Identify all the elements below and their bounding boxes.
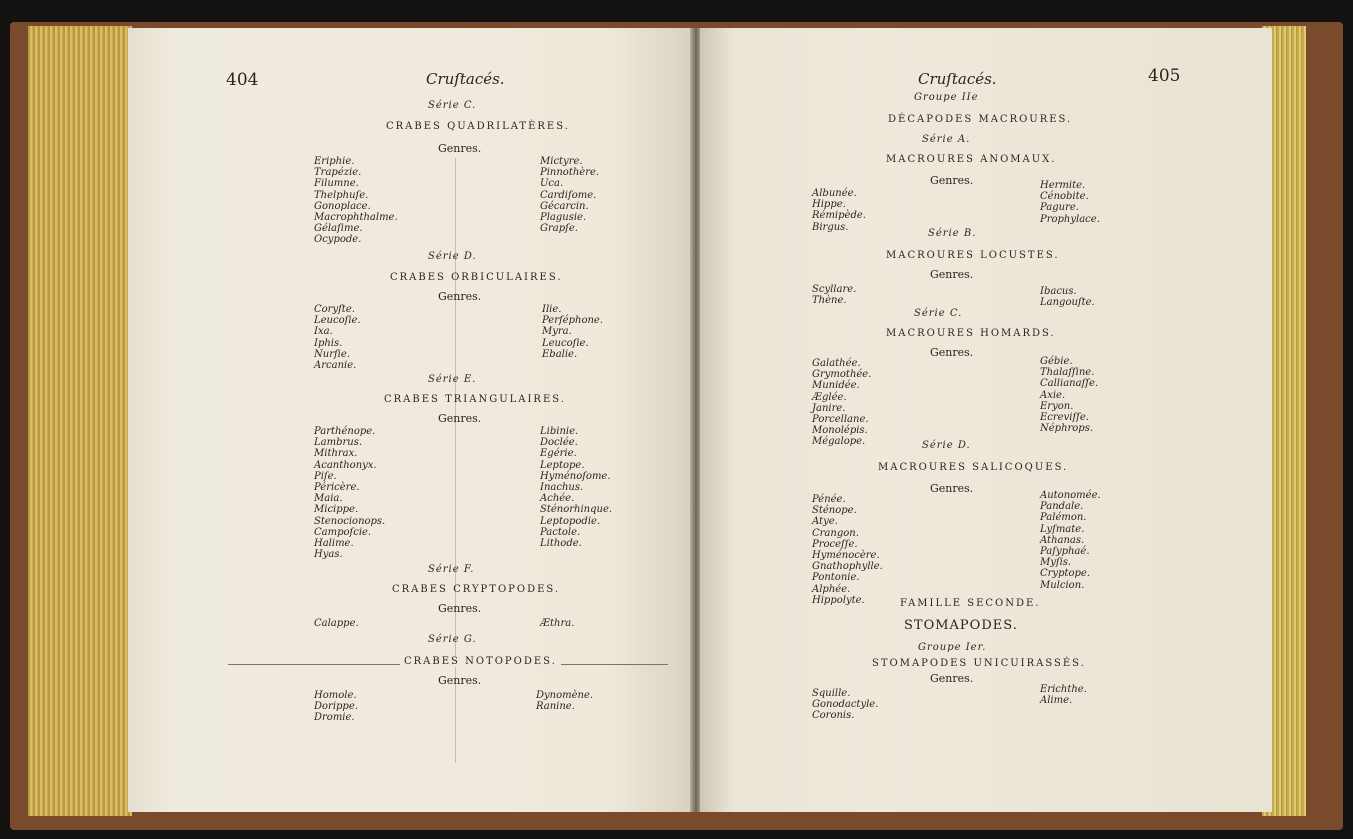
genres-label: Genres. (930, 672, 974, 685)
genus-list-right (542, 304, 603, 360)
groupe-title: DÉCAPODES MACROURES. (888, 114, 1073, 125)
genus-name: Leptopodie. (540, 515, 601, 527)
genus-name: Campoſcie. (314, 526, 372, 538)
genus-name: Parthénope. (314, 426, 376, 437)
genus-name: Squille. (812, 688, 851, 699)
genres-label: Genres. (438, 412, 482, 425)
genres-label: Genres. (438, 142, 482, 155)
genus-name: Pinnothère. (540, 167, 600, 179)
genus-name: Libinie. (540, 426, 579, 437)
group-title: MACROURES HOMARDS. (886, 328, 1056, 339)
genus-name: Egérie. (540, 448, 577, 460)
genus-name: Erichthe. (1040, 684, 1087, 695)
genus-list-right (540, 156, 599, 234)
genus-name: Alphée. (812, 583, 851, 595)
group-title: MACROURES LOCUSTES. (886, 250, 1060, 261)
genus-list-left (314, 618, 359, 629)
genus-name: Pénée. (812, 494, 846, 505)
genus-list-left (314, 426, 385, 560)
genus-list-left (314, 690, 358, 724)
order-title: STOMAPODES. (904, 618, 1018, 633)
genus-name: Ibacus. (1040, 286, 1077, 297)
genus-name: Nurſie. (314, 348, 350, 360)
genus-name: Néphrops. (1040, 423, 1094, 435)
genus-name: Coryſte. (314, 304, 355, 315)
genus-name: Ranine. (536, 701, 575, 713)
group-title: MACROURES SALICOQUES. (878, 462, 1069, 473)
serie-heading: Série A. (922, 134, 971, 145)
genus-name: Gélaſime. (314, 223, 363, 235)
genus-name: Dorippe. (314, 701, 358, 713)
genus-name: Ecreviſſe. (1040, 412, 1089, 424)
genres-label: Genres. (930, 174, 974, 187)
serie-heading: Série E. (428, 374, 477, 385)
genus-list-left (314, 304, 361, 371)
genus-name: Scyllare. (812, 284, 857, 295)
genus-name: Leucoſie. (314, 315, 361, 327)
running-head: Cruſtacés. (918, 70, 997, 88)
genus-name: Micippe. (314, 504, 359, 516)
genus-name: Coronis. (812, 710, 855, 722)
genres-label: Genres. (930, 268, 974, 281)
genus-name: Thène. (812, 295, 847, 307)
genres-label: Genres. (930, 482, 974, 495)
genus-name: Myſis. (1040, 557, 1072, 569)
genus-list-right (1040, 286, 1095, 308)
groupe-heading: Groupe IIe (914, 92, 979, 103)
genus-name: Pagure. (1040, 202, 1079, 214)
genus-name: Thelphuſe. (314, 189, 369, 201)
genus-name: Maia. (314, 493, 343, 505)
genus-list-right (1040, 180, 1100, 225)
genus-name: Atye. (812, 516, 838, 528)
genus-name: Eriphie. (314, 156, 355, 167)
serie-heading: Série C. (428, 100, 477, 111)
genus-name: Thalaſſine. (1040, 367, 1095, 379)
genres-label: Genres. (438, 290, 482, 303)
genus-name: Cryptope. (1040, 568, 1091, 580)
genus-name: Grapſe. (540, 223, 578, 235)
genus-name: Lithode. (540, 538, 582, 550)
genus-name: Dynomène. (536, 690, 594, 701)
genus-name: Hyménocère. (812, 550, 880, 562)
genus-name: Rémipède. (812, 210, 866, 222)
genus-name: Leptope. (540, 459, 585, 471)
genus-name: Grymothée. (812, 369, 872, 381)
genus-name: Æthra. (540, 618, 575, 629)
genus-list-left (314, 156, 398, 246)
groupe-title: STOMAPODES UNICUIRASSÉS. (872, 658, 1086, 669)
genus-name: Halime. (314, 538, 354, 550)
genus-name: Gécarcin. (540, 200, 589, 212)
genus-name: Pontonie. (812, 572, 860, 584)
serie-heading: Série C. (914, 308, 963, 319)
genus-name: Porcellane. (812, 414, 869, 426)
genus-name: Callianaſſe. (1040, 378, 1099, 390)
serie-heading: Série F. (428, 564, 475, 575)
genus-name: Leucoſie. (542, 337, 589, 349)
genus-name: Gonodactyle. (812, 699, 879, 711)
genus-list-left (812, 358, 871, 448)
page-number: 405 (1148, 66, 1181, 86)
genus-name: Mégalope. (812, 436, 866, 448)
genus-name: Doclée. (540, 437, 578, 449)
famille-heading: FAMILLE SECONDE. (900, 598, 1041, 609)
genus-list-right (540, 426, 612, 549)
serie-heading: Série D. (922, 440, 971, 451)
genus-name: Filumne. (314, 178, 359, 190)
genus-list-right (540, 618, 574, 629)
genus-name: Ebalie. (542, 348, 578, 360)
genus-name: Piſe. (314, 470, 337, 482)
genus-list-left (812, 688, 878, 722)
column-divider (455, 158, 456, 763)
genres-label: Genres. (930, 346, 974, 359)
genus-name: Albunée. (812, 188, 857, 199)
genus-name: Ixa. (314, 326, 333, 338)
genus-name: Hippe. (812, 199, 846, 211)
genres-label: Genres. (438, 602, 482, 615)
genus-name: Mulcion. (1040, 579, 1085, 591)
genus-name: Cénobite. (1040, 191, 1089, 203)
group-title: CRABES QUADRILATÈRES. (386, 121, 570, 132)
genus-name: Cardiſome. (540, 189, 597, 201)
genus-name: Calappe. (314, 618, 359, 629)
genus-name: Trapézie. (314, 167, 362, 179)
genus-name: Plagusie. (540, 212, 587, 224)
genus-name: Iphis. (314, 337, 343, 349)
genus-name: Galathée. (812, 358, 861, 369)
genus-name: Uca. (540, 178, 564, 190)
left-page (128, 28, 692, 812)
serie-heading: Série D. (428, 251, 477, 262)
genus-name: Dromie. (314, 712, 355, 724)
group-title: MACROURES ANOMAUX. (886, 154, 1057, 165)
genus-list-right (1040, 684, 1087, 706)
left-page-edges (28, 26, 132, 816)
genus-name: Eryon. (1040, 400, 1074, 412)
genus-name: Lyſmate. (1040, 523, 1085, 535)
genus-name: Ilie. (542, 304, 562, 315)
genus-name: Axie. (1040, 389, 1066, 401)
genus-name: Proceſſe. (812, 538, 858, 550)
genus-name: Langouſte. (1040, 297, 1095, 309)
group-title: CRABES CRYPTOPODES. (392, 584, 561, 595)
genus-name: Pactole. (540, 526, 581, 538)
genus-name: Gébie. (1040, 356, 1073, 367)
genus-name: Ocypode. (314, 234, 362, 246)
genus-list-left (812, 188, 866, 233)
genus-name: Achée. (540, 493, 575, 505)
genus-name: Pandale. (1040, 501, 1084, 513)
group-title: CRABES TRIANGULAIRES. (384, 394, 566, 405)
genus-name: Gonoplace. (314, 200, 371, 212)
group-title: CRABES ORBICULAIRES. (390, 272, 563, 283)
genus-name: Mithrax. (314, 448, 358, 460)
genus-list-left (812, 284, 856, 306)
serie-heading: Série G. (428, 634, 477, 645)
genus-name: Palémon. (1040, 512, 1087, 524)
genus-name: Hyménoſome. (540, 470, 611, 482)
genus-name: Athanas. (1040, 534, 1085, 546)
genus-name: Sténope. (812, 505, 857, 517)
genus-list-right (1040, 356, 1098, 434)
running-head: Cruſtacés. (426, 70, 505, 88)
right-page (700, 28, 1272, 812)
genus-name: Janire. (812, 402, 846, 414)
genus-name: Prophylace. (1040, 213, 1100, 225)
genus-name: Paſyphaé. (1040, 546, 1090, 558)
genus-name: Péricère. (314, 482, 360, 494)
genus-name: Stenocionops. (314, 515, 386, 527)
genus-list-left (812, 494, 883, 606)
genus-name: Birgus. (812, 221, 849, 233)
groupe-heading: Groupe Ier. (918, 642, 987, 653)
genus-name: Crangon. (812, 527, 859, 539)
genres-label: Genres. (438, 674, 482, 687)
genus-name: Monolépis. (812, 425, 868, 437)
genus-name: Hippolyte. (812, 594, 865, 606)
group-title: CRABES NOTOPODES. (400, 656, 561, 667)
genus-list-right (536, 690, 593, 712)
page-number: 404 (226, 70, 259, 90)
genus-name: Mictyre. (540, 156, 583, 167)
genus-name: Perſéphone. (542, 315, 603, 327)
genus-name: Munidée. (812, 380, 860, 392)
genus-list-right (1040, 490, 1101, 591)
genus-name: Gnathophylle. (812, 561, 883, 573)
genus-name: Æglée. (812, 391, 847, 403)
serie-heading: Série B. (928, 228, 977, 239)
genus-name: Myra. (542, 326, 572, 338)
genus-name: Hermite. (1040, 180, 1086, 191)
genus-name: Lambrus. (314, 437, 363, 449)
genus-name: Sténorhinque. (540, 504, 613, 516)
genus-name: Arcanie. (314, 360, 357, 372)
genus-name: Homole. (314, 690, 357, 701)
genus-name: Autonomée. (1040, 490, 1101, 501)
genus-name: Alime. (1040, 695, 1073, 707)
genus-name: Acanthonyx. (314, 459, 377, 471)
genus-name: Inachus. (540, 482, 584, 494)
genus-name: Macrophthalme. (314, 212, 398, 224)
genus-name: Hyas. (314, 549, 343, 561)
